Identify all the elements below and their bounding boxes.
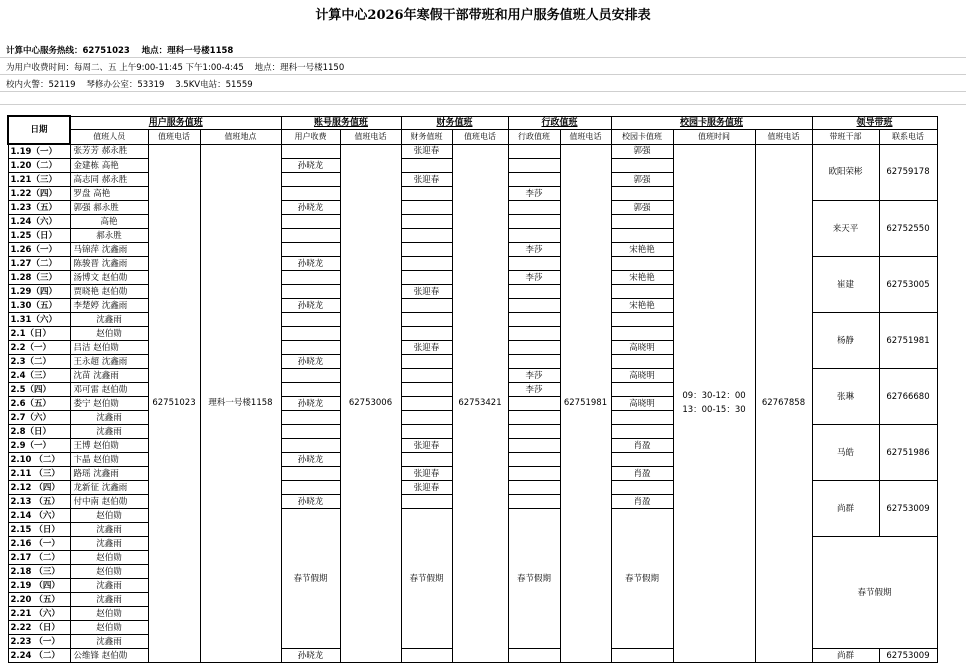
holiday-label: 春节假期 xyxy=(401,509,452,649)
divider xyxy=(0,91,966,92)
holiday-label: 春节假期 xyxy=(611,509,673,649)
finance-staff xyxy=(401,355,452,369)
campus-card-staff xyxy=(611,159,673,173)
campus-card-staff: 肖盈 xyxy=(611,495,673,509)
duty-date: 2.15 （日） xyxy=(8,523,70,537)
duty-date: 2.16 （一） xyxy=(8,537,70,551)
finance-staff: 张迎春 xyxy=(401,173,452,187)
admin-staff xyxy=(508,425,560,439)
duty-date: 1.28（三） xyxy=(8,271,70,285)
fee-collector xyxy=(281,243,340,257)
fee-collector: 孙晓龙 xyxy=(281,299,340,313)
duty-staff: 沈鑫雨 xyxy=(70,635,148,649)
duty-staff: 卞晶 赵伯勋 xyxy=(70,453,148,467)
finance-staff xyxy=(401,649,452,663)
duty-staff: 沈鑫雨 xyxy=(70,523,148,537)
duty-staff: 郭强 郝永胜 xyxy=(70,201,148,215)
group-header: 校园卡服务值班 xyxy=(611,116,812,129)
fee-collector xyxy=(281,313,340,327)
divider xyxy=(0,57,966,58)
duty-staff: 高艳 xyxy=(70,215,148,229)
finance-staff: 张迎春 xyxy=(401,341,452,355)
fee-collector xyxy=(281,327,340,341)
duty-schedule-table xyxy=(7,115,938,663)
duty-date: 2.22 （日） xyxy=(8,621,70,635)
campus-card-staff: 肖盈 xyxy=(611,439,673,453)
duty-date: 1.26（一） xyxy=(8,243,70,257)
duty-date: 1.29（四） xyxy=(8,285,70,299)
column-header: 用户收费 xyxy=(281,129,340,144)
finance-staff xyxy=(401,411,452,425)
leader-phone: 62752550 xyxy=(879,201,937,257)
campus-card-staff: 宋艳艳 xyxy=(611,299,673,313)
column-header: 值班人员 xyxy=(70,129,148,144)
finance-staff: 张迎春 xyxy=(401,144,452,159)
duty-staff: 王永超 沈鑫雨 xyxy=(70,355,148,369)
leader-name: 尚群 xyxy=(812,481,879,537)
campus-card-staff xyxy=(611,481,673,495)
campus-card-staff: 郭强 xyxy=(611,173,673,187)
duty-staff: 赵伯勋 xyxy=(70,509,148,523)
duty-staff: 沈鑫雨 xyxy=(70,313,148,327)
column-header: 值班电话 xyxy=(340,129,401,144)
admin-staff xyxy=(508,467,560,481)
duty-staff: 赵伯勋 xyxy=(70,551,148,565)
column-header: 值班地点 xyxy=(200,129,281,144)
fee-collector xyxy=(281,341,340,355)
campus-card-staff xyxy=(611,411,673,425)
duty-date: 2.1（日） xyxy=(8,327,70,341)
admin-staff: 李莎 xyxy=(508,271,560,285)
column-header: 值班电话 xyxy=(148,129,200,144)
fee-collector: 孙晓龙 xyxy=(281,159,340,173)
fee-collector xyxy=(281,481,340,495)
finance-staff xyxy=(401,299,452,313)
duty-date: 2.23 （一） xyxy=(8,635,70,649)
duty-staff: 龙新征 沈鑫雨 xyxy=(70,481,148,495)
duty-date: 1.31（六） xyxy=(8,313,70,327)
campus-card-staff xyxy=(611,425,673,439)
column-header: 值班电话 xyxy=(755,129,812,144)
campus-card-staff: 高晓明 xyxy=(611,341,673,355)
campus-card-staff: 高晓明 xyxy=(611,369,673,383)
leader-name: 来天平 xyxy=(812,201,879,257)
leader-phone: 62766680 xyxy=(879,369,937,425)
fee-collector xyxy=(281,271,340,285)
table-row xyxy=(8,144,937,159)
admin-staff xyxy=(508,327,560,341)
column-header: 带班干部 xyxy=(812,129,879,144)
fee-collector xyxy=(281,187,340,201)
admin-staff xyxy=(508,355,560,369)
fee-collector xyxy=(281,173,340,187)
duty-staff: 贾晓艳 赵伯勋 xyxy=(70,285,148,299)
admin-staff xyxy=(508,215,560,229)
admin-staff xyxy=(508,439,560,453)
holiday-label: 春节假期 xyxy=(508,509,560,649)
campus-card-staff xyxy=(611,327,673,341)
duty-staff: 张芳芳 郝永胜 xyxy=(70,144,148,159)
fee-collector: 孙晓龙 xyxy=(281,257,340,271)
duty-date: 2.21 （六） xyxy=(8,607,70,621)
finance-staff: 张迎春 xyxy=(401,467,452,481)
column-header: 财务值班 xyxy=(401,129,452,144)
duty-date: 2.7（六） xyxy=(8,411,70,425)
leader-phone: 62753005 xyxy=(879,257,937,313)
group-header: 财务值班 xyxy=(401,116,508,129)
duty-staff: 罗盘 高艳 xyxy=(70,187,148,201)
divider xyxy=(0,104,966,105)
duty-date: 1.24（六） xyxy=(8,215,70,229)
finance-staff xyxy=(401,271,452,285)
duty-staff: 路瑶 沈鑫雨 xyxy=(70,467,148,481)
campus-card-staff xyxy=(611,453,673,467)
finance-staff xyxy=(401,187,452,201)
group-header: 账号服务值班 xyxy=(281,116,401,129)
duty-staff: 郝永胜 xyxy=(70,229,148,243)
fee-collector: 孙晓龙 xyxy=(281,201,340,215)
duty-date: 2.2（一） xyxy=(8,341,70,355)
column-header: 校园卡值班 xyxy=(611,129,673,144)
fee-collector xyxy=(281,439,340,453)
campus-card-staff: 肖盈 xyxy=(611,467,673,481)
campus-card-staff: 高晓明 xyxy=(611,397,673,411)
duty-staff: 沈鑫雨 xyxy=(70,411,148,425)
campus-card-staff xyxy=(611,229,673,243)
campus-card-staff: 郭强 xyxy=(611,201,673,215)
campus-card-staff xyxy=(611,383,673,397)
leader-name: 崔建 xyxy=(812,257,879,313)
leader-phone: 62751986 xyxy=(879,425,937,481)
duty-date: 2.14 （六） xyxy=(8,509,70,523)
duty-staff: 沈鑫雨 xyxy=(70,425,148,439)
leader-name: 欧阳荣彬 xyxy=(812,144,879,201)
duty-staff: 沈鑫雨 xyxy=(70,579,148,593)
admin-staff xyxy=(508,257,560,271)
duty-date: 2.6（五） xyxy=(8,397,70,411)
duty-date: 1.30（五） xyxy=(8,299,70,313)
admin-staff xyxy=(508,411,560,425)
admin-staff xyxy=(508,285,560,299)
group-header: 领导带班 xyxy=(812,116,937,129)
duty-date: 2.19 （四） xyxy=(8,579,70,593)
campus-card-staff xyxy=(611,285,673,299)
admin-staff xyxy=(508,201,560,215)
fee-collector xyxy=(281,383,340,397)
duty-staff: 金建栋 高艳 xyxy=(70,159,148,173)
campus-card-staff xyxy=(611,313,673,327)
campus-card-staff: 宋艳艳 xyxy=(611,243,673,257)
leader-phone: 62751981 xyxy=(879,313,937,369)
fee-collector xyxy=(281,215,340,229)
admin-staff xyxy=(508,495,560,509)
fee-collector xyxy=(281,229,340,243)
user-service-place: 理科一号楼1158 xyxy=(200,144,281,663)
duty-staff: 马锦萍 沈鑫雨 xyxy=(70,243,148,257)
campus-card-staff: 宋艳艳 xyxy=(611,271,673,285)
duty-date: 2.10 （二） xyxy=(8,453,70,467)
admin-staff xyxy=(508,341,560,355)
admin-staff xyxy=(508,481,560,495)
duty-date: 2.11 （三） xyxy=(8,467,70,481)
admin-staff xyxy=(508,229,560,243)
finance-staff xyxy=(401,257,452,271)
duty-staff: 沈鑫雨 xyxy=(70,593,148,607)
admin-staff: 李莎 xyxy=(508,369,560,383)
duty-date: 1.23（五） xyxy=(8,201,70,215)
admin-staff xyxy=(508,144,560,159)
duty-date: 2.13 （五） xyxy=(8,495,70,509)
campus-phones-line: 校内火警：52119 琴修办公室：53319 3.5KV电站：51559 xyxy=(6,80,253,90)
campus-card-staff xyxy=(611,355,673,369)
finance-staff: 张迎春 xyxy=(401,481,452,495)
fee-collector xyxy=(281,369,340,383)
duty-staff: 赵伯勋 xyxy=(70,565,148,579)
column-header: 联系电话 xyxy=(879,129,937,144)
duty-date: 2.5（四） xyxy=(8,383,70,397)
duty-date: 2.8（日） xyxy=(8,425,70,439)
finance-staff: 张迎春 xyxy=(401,285,452,299)
duty-staff: 邓可雷 赵伯勋 xyxy=(70,383,148,397)
duty-staff: 公维锋 赵伯勋 xyxy=(70,649,148,663)
leader-name: 杨静 xyxy=(812,313,879,369)
finance-staff xyxy=(401,397,452,411)
admin-staff: 李莎 xyxy=(508,243,560,257)
finance-staff xyxy=(401,201,452,215)
duty-staff: 沈苗 沈鑫雨 xyxy=(70,369,148,383)
duty-staff: 汤博文 赵伯勋 xyxy=(70,271,148,285)
admin-staff xyxy=(508,299,560,313)
fee-collector: 孙晓龙 xyxy=(281,355,340,369)
duty-date: 1.27（二） xyxy=(8,257,70,271)
column-header: 行政值班 xyxy=(508,129,560,144)
campus-card-staff: 郭强 xyxy=(611,144,673,159)
fee-collector: 孙晓龙 xyxy=(281,397,340,411)
campus-card-staff xyxy=(611,257,673,271)
duty-date: 1.21（三） xyxy=(8,173,70,187)
fee-collector: 孙晓龙 xyxy=(281,495,340,509)
finance-staff xyxy=(401,243,452,257)
leader-name: 尚群 xyxy=(812,649,879,663)
fee-collector: 孙晓龙 xyxy=(281,649,340,663)
duty-date: 2.18 （三） xyxy=(8,565,70,579)
duty-staff: 陈骏晋 沈鑫雨 xyxy=(70,257,148,271)
finance-staff xyxy=(401,215,452,229)
duty-date: 2.9（一） xyxy=(8,439,70,453)
group-header: 用户服务值班 xyxy=(70,116,281,129)
finance-staff xyxy=(401,327,452,341)
finance-phone: 62753421 xyxy=(452,144,508,663)
fee-collector xyxy=(281,285,340,299)
duty-date: 1.25（日） xyxy=(8,229,70,243)
campus-card-staff xyxy=(611,187,673,201)
leader-phone: 62759178 xyxy=(879,144,937,201)
group-header: 行政值班 xyxy=(508,116,611,129)
campus-card-staff xyxy=(611,215,673,229)
duty-date: 1.20（二） xyxy=(8,159,70,173)
page-title: 计算中心2026年寒假干部带班和用户服务值班人员安排表 xyxy=(315,8,651,23)
duty-staff: 王博 赵伯勋 xyxy=(70,439,148,453)
finance-staff xyxy=(401,495,452,509)
fee-collector xyxy=(281,411,340,425)
fee-hours-line: 为用户收费时间：每周二、五 上午9:00-11:45 下午1:00-4:45 地点：理科一号楼1150 xyxy=(6,63,345,73)
fee-collector xyxy=(281,144,340,159)
fee-collector: 孙晓龙 xyxy=(281,453,340,467)
duty-staff: 娄宁 赵伯勋 xyxy=(70,397,148,411)
duty-staff: 赵伯勋 xyxy=(70,607,148,621)
duty-staff: 赵伯勋 xyxy=(70,327,148,341)
column-header: 值班时间 xyxy=(673,129,755,144)
duty-staff: 吕洁 赵伯勋 xyxy=(70,341,148,355)
finance-staff xyxy=(401,159,452,173)
holiday-label: 春节假期 xyxy=(812,537,937,649)
duty-date: 2.4（三） xyxy=(8,369,70,383)
finance-staff xyxy=(401,229,452,243)
duty-staff: 赵伯勋 xyxy=(70,621,148,635)
campus-card-phone: 62767858 xyxy=(755,144,812,663)
admin-phone: 62751981 xyxy=(560,144,611,663)
admin-staff xyxy=(508,453,560,467)
admin-staff xyxy=(508,397,560,411)
duty-date: 1.22（四） xyxy=(8,187,70,201)
divider xyxy=(0,74,966,75)
duty-staff: 高志同 郝永胜 xyxy=(70,173,148,187)
column-header: 值班电话 xyxy=(452,129,508,144)
admin-staff xyxy=(508,173,560,187)
duty-staff: 李楚婷 沈鑫雨 xyxy=(70,299,148,313)
admin-staff: 李莎 xyxy=(508,187,560,201)
duty-date: 2.12 （四） xyxy=(8,481,70,495)
duty-date: 2.24 （二） xyxy=(8,649,70,663)
holiday-label: 春节假期 xyxy=(281,509,340,649)
duty-date: 2.17 （二） xyxy=(8,551,70,565)
admin-staff: 李莎 xyxy=(508,383,560,397)
date-column-header: 日期 xyxy=(8,116,70,144)
duty-date: 1.19（一） xyxy=(8,144,70,159)
leader-name: 张琳 xyxy=(812,369,879,425)
leader-phone: 62753009 xyxy=(879,481,937,537)
duty-date: 2.20 （五） xyxy=(8,593,70,607)
duty-staff: 付中南 赵伯勋 xyxy=(70,495,148,509)
finance-staff xyxy=(401,453,452,467)
column-header: 值班电话 xyxy=(560,129,611,144)
duty-staff: 沈鑫雨 xyxy=(70,537,148,551)
admin-staff xyxy=(508,649,560,663)
account-service-phone: 62753006 xyxy=(340,144,401,663)
campus-card-staff xyxy=(611,649,673,663)
campus-card-hours: 09：30-12：00 13：00-15：30 xyxy=(673,144,755,663)
admin-staff xyxy=(508,159,560,173)
leader-name: 马皓 xyxy=(812,425,879,481)
finance-staff xyxy=(401,383,452,397)
finance-staff xyxy=(401,369,452,383)
finance-staff xyxy=(401,425,452,439)
service-hotline-line: 计算中心服务热线：62751023 地点：理科一号楼1158 xyxy=(6,46,234,56)
finance-staff xyxy=(401,313,452,327)
fee-collector xyxy=(281,425,340,439)
admin-staff xyxy=(508,313,560,327)
duty-date: 2.3（二） xyxy=(8,355,70,369)
user-service-phone: 62751023 xyxy=(148,144,200,663)
leader-phone: 62753009 xyxy=(879,649,937,663)
fee-collector xyxy=(281,467,340,481)
finance-staff: 张迎春 xyxy=(401,439,452,453)
